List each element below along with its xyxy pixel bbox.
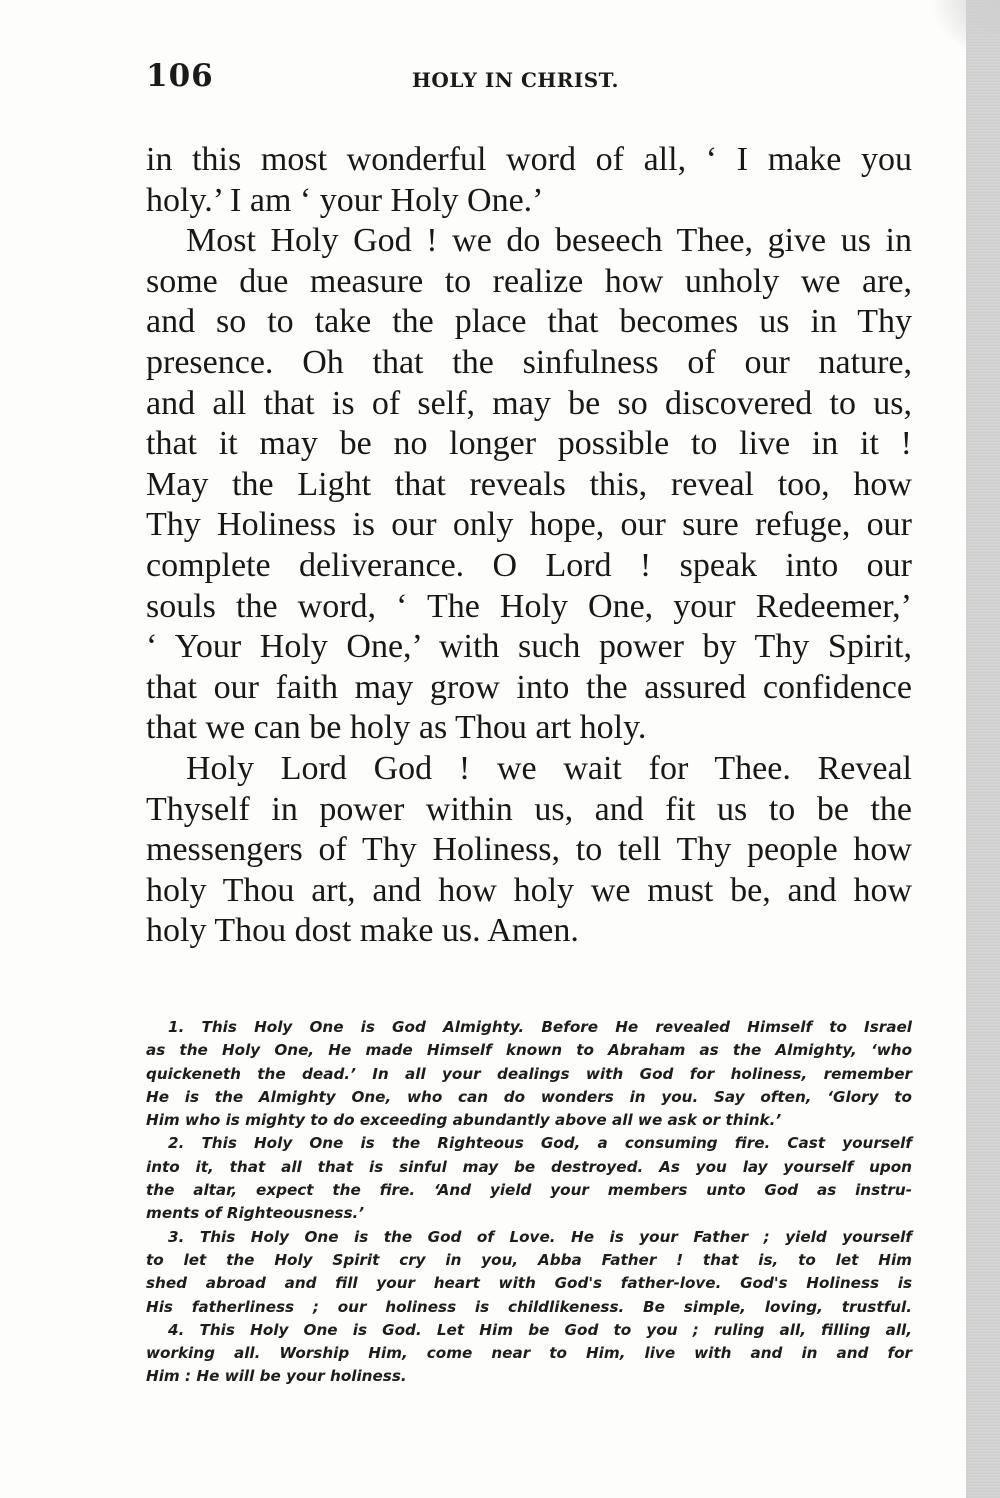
body-line: that it may be no longer possible to live in it ! <box>146 425 912 463</box>
running-title: HOLY IN CHRIST. <box>412 68 619 92</box>
body-line: in this most wonderful word of all, ‘ I make you <box>146 141 912 178</box>
body-text <box>146 140 912 952</box>
scan-edge-shading <box>966 0 1000 1498</box>
body-line: Holy Lord God ! we wait for Thee. Reveal <box>186 749 912 787</box>
body-line: that we can be holy as Thou art holy. <box>146 709 647 747</box>
body-line: holy Thou art, and how holy we must be, and how <box>146 871 912 909</box>
note-line: 3. This Holy One is the God of Love. He is your Father ; yield yourself <box>168 1227 912 1246</box>
note-line: working all. Worship Him, come near to Him, live with and in and for <box>146 1344 912 1363</box>
footnotes <box>146 1016 912 1389</box>
body-line: presence. Oh that the sinfulness of our nature, <box>146 343 912 381</box>
note-line: into it, that all that is sinful may be destroyed. As you lay yourself upon <box>146 1157 912 1176</box>
body-line: ‘ Your Holy One,’ with such power by Thy Spirit, <box>146 628 912 666</box>
note-line: His fatherliness ; our holiness is childlikeness. Be simple, loving, trustful. <box>146 1297 912 1316</box>
body-line: messengers of Thy Holiness, to tell Thy people how <box>146 831 912 869</box>
body-line: and all that is of self, may be so discovered to us, <box>146 384 912 422</box>
note-line: He is the Almighty One, who can do wonders in you. Say often, ‘Glory to <box>146 1087 912 1106</box>
note-line: 4. This Holy One is God. Let Him be God to you ; ruling all, filling all, <box>168 1320 912 1339</box>
body-line: and so to take the place that becomes us in Thy <box>146 303 912 341</box>
body-line: holy Thou dost make us. Amen. <box>146 912 579 950</box>
body-line: some due measure to realize how unholy we are, <box>146 262 912 300</box>
body-line: that our faith may grow into the assured confidence <box>146 668 912 706</box>
body-line: holy.’ I am ‘ your Holy One.’ <box>146 181 544 219</box>
note-line: shed abroad and fill your heart with God's father-love. God's Holiness is <box>146 1274 912 1293</box>
body-line: Most Holy God ! we do beseech Thee, give us in <box>186 222 912 260</box>
body-line: souls the word, ‘ The Holy One, your Redeemer,’ <box>146 587 912 625</box>
note-line: 1. This Holy One is God Almighty. Before He revealed Himself to Israel <box>168 1018 912 1036</box>
note-line: quickeneth the dead.’ In all your dealings with God for holiness, remember <box>146 1064 912 1083</box>
body-line: Thy Holiness is our only hope, our sure refuge, our <box>146 506 912 544</box>
body-line: May the Light that reveals this, reveal too, how <box>146 465 912 503</box>
page-number: 106 <box>146 58 214 94</box>
body-line: Thyself in power within us, and fit us to be the <box>146 790 912 828</box>
scan-corner-shading <box>930 0 1000 60</box>
note-line: ments of Righteousness.’ <box>146 1204 365 1223</box>
body-line: complete deliverance. O Lord ! speak into our <box>146 546 912 584</box>
note-line: Him : He will be your holiness. <box>146 1367 407 1386</box>
note-line: to let the Holy Spirit cry in you, Abba Father ! that is, to let Him <box>146 1250 912 1269</box>
note-line: Him who is mighty to do exceeding abundantly above all we ask or think.’ <box>146 1111 782 1130</box>
note-line: 2. This Holy One is the Righteous God, a consuming fire. Cast yourself <box>168 1134 912 1153</box>
running-header <box>146 58 912 102</box>
note-line: as the Holy One, He made Himself known to Abraham as the Almighty, ‘who <box>146 1041 912 1060</box>
note-line: the altar, expect the fire. ‘And yield your members unto God as instru- <box>146 1181 912 1200</box>
